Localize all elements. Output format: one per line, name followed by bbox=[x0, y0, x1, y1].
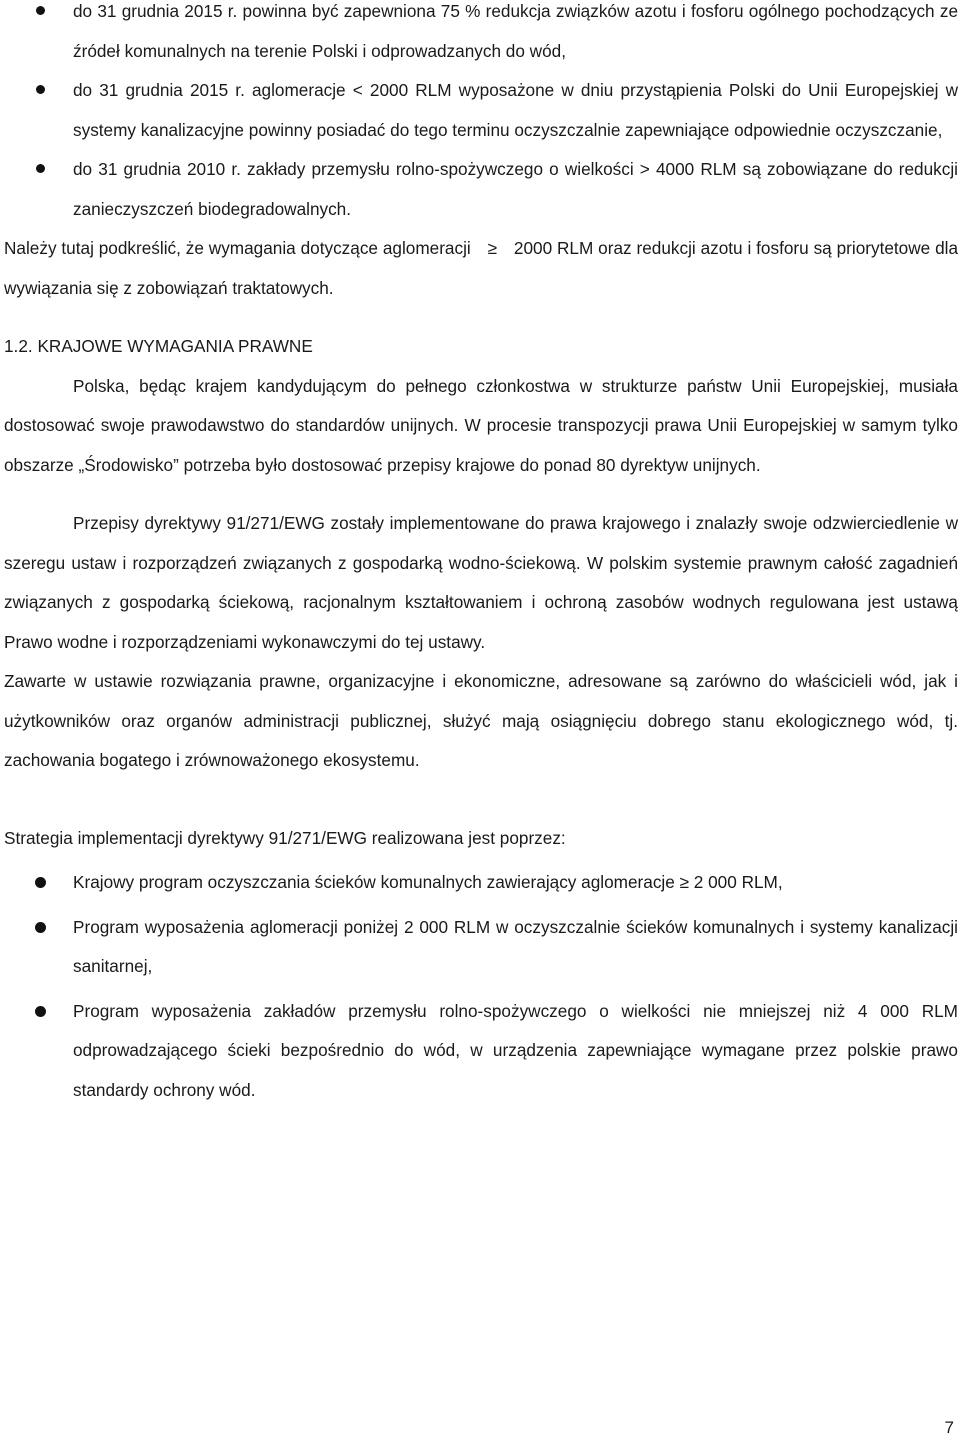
strategy-intro: Strategia implementacji dyrektywy 91/271/EWG realizowana jest poprzez: bbox=[4, 827, 566, 848]
document-page bbox=[4, 0, 958, 1110]
list-item bbox=[4, 992, 958, 1111]
page-number: 7 bbox=[944, 1418, 954, 1437]
list-item-text: do 31 grudnia 2015 r. powinna być zapewniona 75 % redukcja związków azotu i fosforu ogólnego pochodzących ze źródeł komunalnych na terenie Polski i odprowadzanych do wód, bbox=[73, 1, 958, 61]
greater-equal-symbol: ≥ bbox=[487, 238, 498, 258]
list-item-text: do 31 grudnia 2015 r. aglomeracje < 2000 RLM wyposażone w dniu przystąpienia Polski do Unii Europejskiej w systemy kanalizacyjne powinny posiadać do tego terminu oczyszczalnie zapewniające odpowiednie oczyszczanie, bbox=[73, 80, 958, 140]
note-text-before: Należy tutaj podkreślić, że wymagania dotyczące aglomeracji bbox=[4, 238, 471, 258]
spacer bbox=[4, 781, 958, 819]
strategy-bullet-list bbox=[4, 863, 958, 1110]
bullet-icon bbox=[36, 164, 45, 173]
list-item bbox=[4, 71, 958, 150]
body-paragraph: Polska, będąc krajem kandydującym do pełnego członkostwa w strukturze państw Unii Europejskiej, musiała dostosować swoje prawodawstwo do standardów unijnych. W procesie transpozycji prawa Unii Europejskiej w samym tylko obszarze „Środowisko” potrzeba było dostosować przepisy krajowe do ponad 80 dyrektyw unijnych. bbox=[4, 375, 958, 475]
list-item bbox=[4, 150, 958, 229]
bullet-icon bbox=[35, 877, 46, 888]
bullet-icon bbox=[35, 922, 46, 933]
priority-note-paragraph bbox=[4, 229, 958, 308]
section-heading: 1.2. KRAJOWE WYMAGANIA PRAWNE bbox=[4, 336, 313, 356]
bullet-icon bbox=[35, 1006, 46, 1017]
list-item bbox=[4, 908, 958, 987]
deadline-bullet-list bbox=[4, 0, 958, 229]
list-item bbox=[4, 863, 958, 903]
spacer bbox=[4, 308, 958, 327]
list-item-text: Program wyposażenia aglomeracji poniżej 2 000 RLM w oczyszczalnie ścieków komunalnych i systemy kanalizacji sanitarnej, bbox=[73, 916, 958, 976]
note-text-after: 2000 RLM oraz redukcji azotu i fosforu są priorytetowe dla wywiązania się z zobowiązań traktatowych. bbox=[4, 238, 959, 298]
list-item-text: Program wyposażenia zakładów przemysłu rolno-spożywczego o wielkości nie mniejszej niż 4 000 RLM odprowadzającego ścieki bezpośrednio do wód, w urządzenia zapewniające wymagane przez polskie prawo standardy ochrony wód. bbox=[73, 1000, 958, 1100]
list-item-text: Krajowy program oczyszczania ścieków komunalnych zawierający aglomeracje ≥ 2 000 RLM, bbox=[73, 872, 783, 892]
body-paragraph: Przepisy dyrektywy 91/271/EWG zostały implementowane do prawa krajowego i znalazły swoje odzwierciedlenie w szeregu ustaw i rozporządzeń związanych z gospodarką wodno-ściekową. W polskim systemie prawnym całość zagadnień związanych z gospodarką ściekową, racjonalnym kształtowaniem i ochroną zasobów wodnych regulowana jest ustawą Prawo wodne i rozporządzeniami wykonawczymi do tej ustawy. bbox=[4, 513, 958, 652]
body-paragraph: Zawarte w ustawie rozwiązania prawne, organizacyjne i ekonomiczne, adresowane są zarówno do właścicieli wód, jak i użytkowników oraz organów administracji publicznej, służyć mają osiągnięciu dobrego stanu ekologicznego wód, tj. zachowania bogatego i zrównoważonego ekosystemu. bbox=[4, 671, 958, 770]
list-item-text: do 31 grudnia 2010 r. zakłady przemysłu rolno-spożywczego o wielkości > 4000 RLM są zobowiązane do redukcji zanieczyszczeń biodegradowalnych. bbox=[73, 159, 958, 219]
list-item bbox=[4, 0, 958, 71]
bullet-icon bbox=[36, 6, 45, 15]
spacer bbox=[4, 485, 958, 504]
bullet-icon bbox=[36, 85, 45, 94]
